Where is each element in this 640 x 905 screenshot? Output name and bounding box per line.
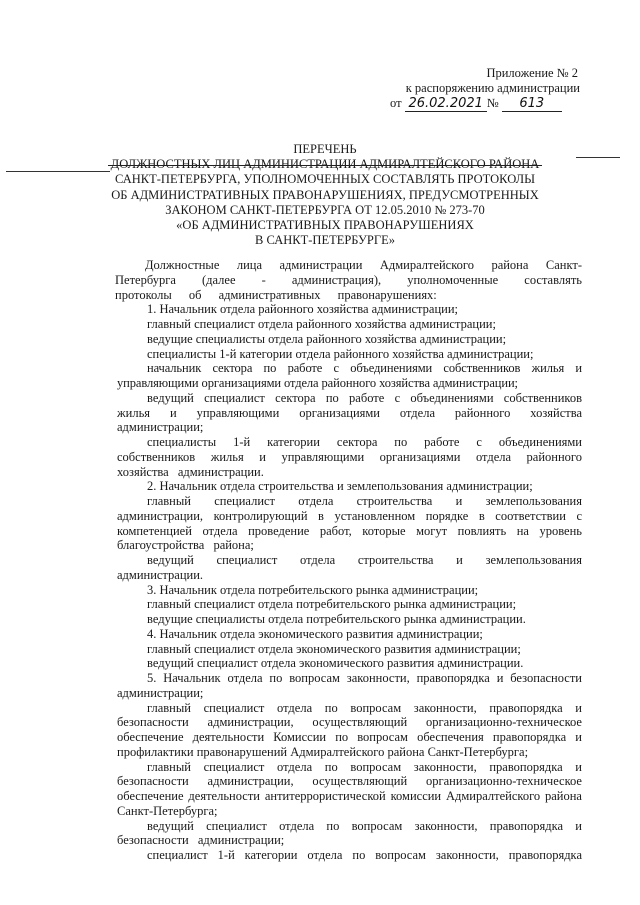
paragraph: ведущий специалист сектора по работе с объединениями собственников жилья и управляющими организациями отдела районного хозяйства администрации; (117, 390, 582, 435)
paragraph: 5. Начальник отдела по вопросам законности, правопорядка и безопасности администрации; (117, 671, 582, 700)
paragraph: ведущий специалист отдела строительства и землепользования администрации. (117, 553, 582, 582)
margin-rule-left (6, 171, 110, 172)
paragraph: специалисты 1-й категории сектора по работе с объединениями собственников жилья и управляющими организациями отдела районного хозяйства администрации. (117, 435, 582, 479)
paragraph: ведущий специалист отдела по вопросам законности, правопорядка и безопасности администрации; (117, 818, 582, 848)
handwritten-number: 613 (502, 96, 562, 112)
title-line-struck: ДОЛЖНОСТНЫХ ЛИЦ АДМИНИСТРАЦИИ АДМИРАЛТЕЙСКОГО РАЙОНА (110, 157, 540, 172)
appendix-label: Приложение № 2 (486, 66, 578, 80)
title-line-4: ОБ АДМИНИСТРАТИВНЫХ ПРАВОНАРУШЕНИЯХ, ПРЕДУСМОТРЕННЫХ (111, 187, 539, 202)
document-title (110, 142, 540, 248)
paragraph: 1. Начальник отдела районного хозяйства администрации; (147, 302, 459, 317)
title-line-7: В САНКТ-ПЕТЕРБУРГЕ» (255, 233, 395, 248)
title-line-5: ЗАКОНОМ САНКТ-ПЕТЕРБУРГА ОТ 12.05.2010 № 273-70 (165, 202, 485, 217)
paragraph: ведущие специалисты отдела районного хозяйства администрации; (147, 331, 507, 346)
margin-rule-right (576, 157, 620, 158)
paragraph: главный специалист отдела потребительского рынка администрации; (147, 597, 517, 612)
paragraph: начальник сектора по работе с объединениями собственников жилья и управляющими организациями отдела районного хозяйства администрации; (117, 361, 582, 390)
document-body (117, 258, 582, 863)
appendix-date-number (390, 96, 578, 112)
title-line-3: САНКТ-ПЕТЕРБУРГА, УПОЛНОМОЧЕННЫХ СОСТАВЛЯТЬ ПРОТОКОЛЫ (115, 172, 535, 187)
paragraph: главный специалист отдела по вопросам законности, правопорядка и безопасности администрации, осуществляющий организационно-техническое обеспечение деятельности Комиссии по вопросам обеспечения правопорядка и профилактики правонарушений Адмиралтейского района Санкт-Петербурга; (117, 700, 582, 759)
paragraph: Должностные лица администрации Адмиралтейского района Санкт-Петербурга (далее - администрация), уполномоченные составлять протоколы об административных правонарушениях: (115, 258, 582, 302)
paragraph: главный специалист отдела районного хозяйства администрации; (147, 317, 496, 331)
paragraph: главный специалист отдела экономического развития администрации; (147, 641, 521, 656)
paragraph: главный специалист отдела строительства и землепользования администрации, контролирующий в установленном порядке в соответствии с компетенцией отдела проведение работ, которые могут повлиять на уровень благоустройства района; (117, 494, 582, 553)
handwritten-date: 26.02.2021 (405, 96, 487, 112)
title-line-6: «ОБ АДМИНИСТРАТИВНЫХ ПРАВОНАРУШЕНИЯХ (176, 218, 474, 233)
from-label: от (390, 96, 402, 110)
paragraph: специалист 1-й категории отдела по вопросам законности, правопорядка (147, 848, 582, 862)
number-label: № (486, 96, 499, 110)
paragraph: ведущие специалисты отдела потребительского рынка администрации. (147, 612, 526, 626)
appendix-order-ref: к распоряжению администрации (405, 81, 580, 95)
title-line-1: ПЕРЕЧЕНЬ (293, 142, 357, 156)
paragraph: 4. Начальник отдела экономического развития администрации; (147, 626, 483, 641)
paragraph: 2. Начальник отдела строительства и землепользования администрации; (147, 479, 533, 494)
paragraph: специалисты 1-й категории отдела районного хозяйства администрации; (147, 346, 534, 361)
paragraph: главный специалист отдела по вопросам законности, правопорядка и безопасности администрации, осуществляющий организационно-техническое обеспечение деятельности антитеррористической комиссии Адмиралтейского района Санкт-Петербурга; (117, 759, 582, 818)
paragraph: 3. Начальник отдела потребительского рынка администрации; (147, 582, 479, 597)
paragraph: ведущий специалист отдела экономического развития администрации. (147, 656, 524, 671)
